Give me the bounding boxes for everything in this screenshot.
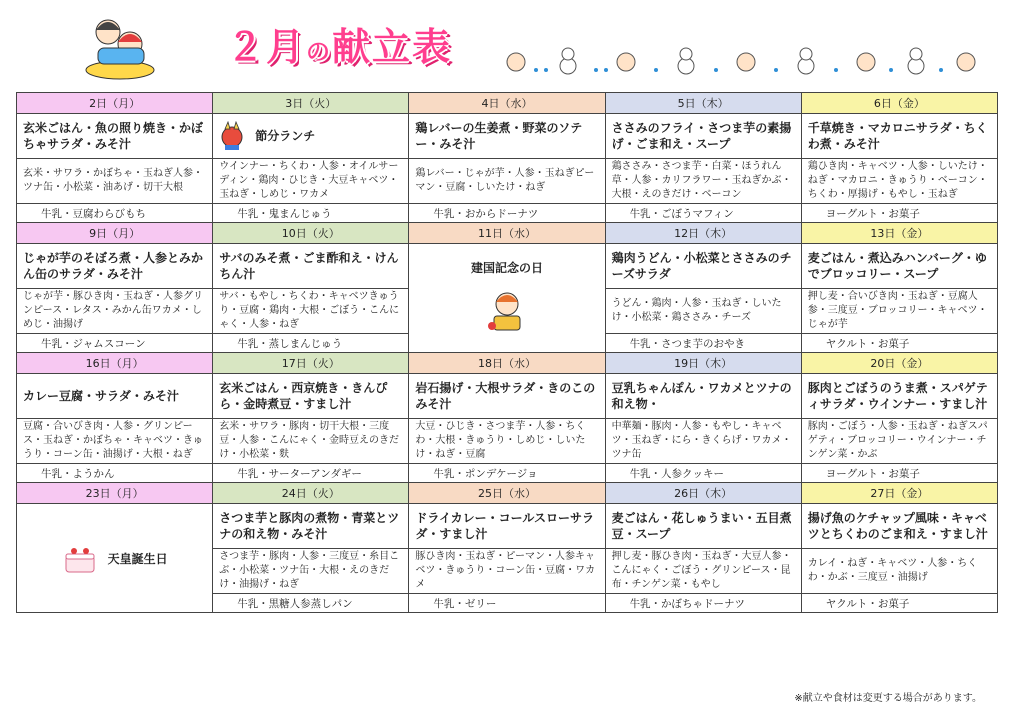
dish-cell: カレー豆腐・サラダ・みそ汁 xyxy=(17,374,213,419)
ingredient-cell: 中華麺・豚肉・人参・もやし・キャベツ・玉ねぎ・にら・きくらげ・ワカメ・ツナ缶 xyxy=(605,419,801,464)
snack-cell: 牛乳・蒸しまんじゅう xyxy=(213,334,409,353)
dish-cell: じゃが芋のそぼろ煮・人参とみかん缶のサラダ・みそ汁 xyxy=(17,244,213,289)
ingredient-cell: 押し麦・豚ひき肉・玉ねぎ・大豆人参・こんにゃく・ごぼう・グリンピース・昆布・チンゲン菜・もやし xyxy=(605,549,801,594)
holiday-name: 天皇誕生日 xyxy=(107,551,168,566)
dish-cell: 岩石揚げ・大根サラダ・きのこのみそ汁 xyxy=(409,374,605,419)
date-cell: 4日（水） xyxy=(409,93,605,114)
date-cell: 27日（金） xyxy=(801,483,997,504)
menu-table xyxy=(16,92,998,613)
snack-cell: 牛乳・ようかん xyxy=(17,464,213,483)
ingredient-cell: ウインナー・ちくわ・人参・オイルサーディン・鶏肉・ひじき・大豆キャベツ・玉ねぎ・しめじ・ワカメ xyxy=(213,159,409,204)
dish-cell: 麦ごはん・花しゅうまい・五目煮豆・スープ xyxy=(605,504,801,549)
dish-cell: 豆乳ちゃんぽん・ワカメとツナの和え物・ xyxy=(605,374,801,419)
date-cell: 13日（金） xyxy=(801,223,997,244)
snack-cell: ヤクルト・お菓子 xyxy=(801,334,997,353)
snack-cell: 牛乳・人参クッキー xyxy=(605,464,801,483)
dish-row xyxy=(17,114,998,159)
holiday-content xyxy=(17,540,212,576)
date-cell: 18日（水） xyxy=(409,353,605,374)
dish-cell: サバのみそ煮・ごま酢和え・けんちん汁 xyxy=(213,244,409,289)
dish-cell: ドライカレー・コールスローサラダ・すまし汁 xyxy=(409,504,605,549)
ingredient-cell: うどん・鶏肉・人参・玉ねぎ・しいたけ・小松菜・鶏ささみ・チーズ xyxy=(605,289,801,334)
snack-cell: 牛乳・おからドーナツ xyxy=(409,204,605,223)
snack-row xyxy=(17,464,998,483)
ingredient-cell: 豚肉・ごぼう・人参・玉ねぎ・ねぎスパゲティ・ブロッコリー・ウインナー・チンゲン菜・かぶ xyxy=(801,419,997,464)
date-cell: 23日（月） xyxy=(17,483,213,504)
dish-cell: ささみのフライ・さつま芋の素揚げ・ごま和え・スープ xyxy=(605,114,801,159)
ingredient-cell: 押し麦・合いびき肉・玉ねぎ・豆腐人参・三度豆・ブロッコリー・キャベツ・じゃが芋 xyxy=(801,289,997,334)
ingredient-cell: カレイ・ねぎ・キャベツ・人参・ちくわ・かぶ・三度豆・油揚げ xyxy=(801,549,997,594)
date-cell: 3日（火） xyxy=(213,93,409,114)
date-cell: 26日（木） xyxy=(605,483,801,504)
ingredient-cell: 鶏ひき肉・キャベツ・人参・しいたけ・ねぎ・マカロニ・きゅうり・ベーコン・ちくわ・厚揚げ・もやし・玉ねぎ xyxy=(801,159,997,204)
date-cell: 10日（火） xyxy=(213,223,409,244)
date-cell: 12日（木） xyxy=(605,223,801,244)
date-cell: 20日（金） xyxy=(801,353,997,374)
date-cell: 25日（水） xyxy=(409,483,605,504)
ingredient-row xyxy=(17,419,998,464)
holiday-cell xyxy=(17,504,213,613)
snack-cell: 牛乳・サーターアンダギー xyxy=(213,464,409,483)
dish-row xyxy=(17,374,998,419)
oni-icon xyxy=(219,121,245,151)
dish-cell: 玄米ごはん・西京焼き・きんぴら・金時煮豆・すまし汁 xyxy=(213,374,409,419)
dish-row xyxy=(17,244,998,289)
dish-cell: 揚げ魚のケチャップ風味・キャベツとちくわのごま和え・すまし汁 xyxy=(801,504,997,549)
snack-cell: 牛乳・かぼちゃドーナツ xyxy=(605,594,801,613)
date-cell: 2日（月） xyxy=(17,93,213,114)
cake-icon xyxy=(62,540,98,576)
holiday-name: 建国記念の日 xyxy=(470,261,543,275)
ingredient-cell: 豆腐・合いびき肉・人参・グリンピース・玉ねぎ・かぼちゃ・キャベツ・きゅうり・コーン缶・油揚げ・大根・ねぎ xyxy=(17,419,213,464)
snack-cell: 牛乳・豆腐わらびもち xyxy=(17,204,213,223)
snack-cell: 牛乳・黒糖人参蒸しパン xyxy=(213,594,409,613)
dish-cell: 豚肉とごぼうのうま煮・スパゲティサラダ・ウインナー・すまし汁 xyxy=(801,374,997,419)
snack-cell: 牛乳・ポンデケージョ xyxy=(409,464,605,483)
snack-cell: 牛乳・ジャムスコーン xyxy=(17,334,213,353)
snack-cell: 牛乳・ゼリー xyxy=(409,594,605,613)
ingredient-cell: じゃが芋・豚ひき肉・玉ねぎ・人参グリンピース・レタス・みかん缶ワカメ・しめじ・油揚げ xyxy=(17,289,213,334)
date-cell: 24日（火） xyxy=(213,483,409,504)
snack-cell: ヨーグルト・お菓子 xyxy=(801,204,997,223)
setsubun-event xyxy=(219,121,402,151)
snack-cell: 牛乳・ごぼうマフィン xyxy=(605,204,801,223)
snack-cell: 牛乳・鬼まんじゅう xyxy=(213,204,409,223)
ingredient-cell: サバ・もやし・ちくわ・キャベツきゅうり・豆腐・鶏肉・大根・ごぼう・こんにゃく・人参・ねぎ xyxy=(213,289,409,334)
dish-row xyxy=(17,504,998,549)
dish-cell: 鶏レバーの生姜煮・野菜のソテー・みそ汁 xyxy=(409,114,605,159)
ingredient-cell: 大豆・ひじき・さつま芋・人参・ちくわ・大根・きゅうり・しめじ・しいたけ・ねぎ・豆腐 xyxy=(409,419,605,464)
snack-cell: ヨーグルト・お菓子 xyxy=(801,464,997,483)
ingredient-cell: 鶏ささみ・さつま芋・白菜・ほうれん草・人参・カリフラワー・玉ねぎかぶ・大根・えのきだけ・ベーコン xyxy=(605,159,801,204)
dish-cell: 麦ごはん・煮込みハンバーグ・ゆでブロッコリー・スープ xyxy=(801,244,997,289)
date-cell: 11日（水） xyxy=(409,223,605,244)
date-cell: 5日（木） xyxy=(605,93,801,114)
date-row xyxy=(17,353,998,374)
ingredient-cell: 鶏レバー・じゃが芋・人参・玉ねぎピーマン・豆腐・しいたけ・ねぎ xyxy=(409,159,605,204)
header xyxy=(0,0,1024,92)
ingredient-cell: 豚ひき肉・玉ねぎ・ピーマン・人参キャベツ・きゅうり・コーン缶・豆腐・ワカメ xyxy=(409,549,605,594)
date-cell: 16日（月） xyxy=(17,353,213,374)
snack-cell: ヤクルト・お菓子 xyxy=(801,594,997,613)
footnote: ※献立や食材は変更する場合があります。 xyxy=(794,693,982,704)
ingredient-cell: 玄米・サワラ・かぼちゃ・玉ねぎ人参・ツナ缶・小松菜・油あげ・切干大根 xyxy=(17,159,213,204)
ingredient-row xyxy=(17,159,998,204)
ingredient-cell: 玄米・サワラ・豚肉・切干大根・三度豆・人参・こんにゃく・金時豆えのきだけ・小松菜・麩 xyxy=(213,419,409,464)
date-cell: 9日（月） xyxy=(17,223,213,244)
dish-cell: 千草焼き・マカロニサラダ・ちくわ煮・みそ汁 xyxy=(801,114,997,159)
dish-cell: さつま芋と豚肉の煮物・青菜とツナの和え物・みそ汁 xyxy=(213,504,409,549)
dish-text: 節分ランチ xyxy=(255,129,316,143)
dish-cell xyxy=(213,114,409,159)
date-row xyxy=(17,483,998,504)
date-row xyxy=(17,223,998,244)
dish-cell: 鶏肉うどん・小松菜とささみのチーズサラダ xyxy=(605,244,801,289)
child-reading-illustration xyxy=(484,288,530,334)
date-row xyxy=(17,93,998,114)
date-cell: 17日（火） xyxy=(213,353,409,374)
snack-cell: 牛乳・さつま芋のおやき xyxy=(605,334,801,353)
page-title: ２月の献立表 xyxy=(226,25,453,69)
holiday-cell xyxy=(409,244,605,353)
date-cell: 6日（金） xyxy=(801,93,997,114)
sledding-kids-illustration xyxy=(80,8,160,84)
dish-cell: 玄米ごはん・魚の照り焼き・かぼちゃサラダ・みそ汁 xyxy=(17,114,213,159)
snowmen-border-decoration xyxy=(496,36,996,80)
date-cell: 19日（木） xyxy=(605,353,801,374)
snack-row xyxy=(17,204,998,223)
ingredient-cell: さつま芋・豚肉・人参・三度豆・糸目こぶ・小松菜・ツナ缶・大根・えのきだけ・油揚げ・ねぎ xyxy=(213,549,409,594)
